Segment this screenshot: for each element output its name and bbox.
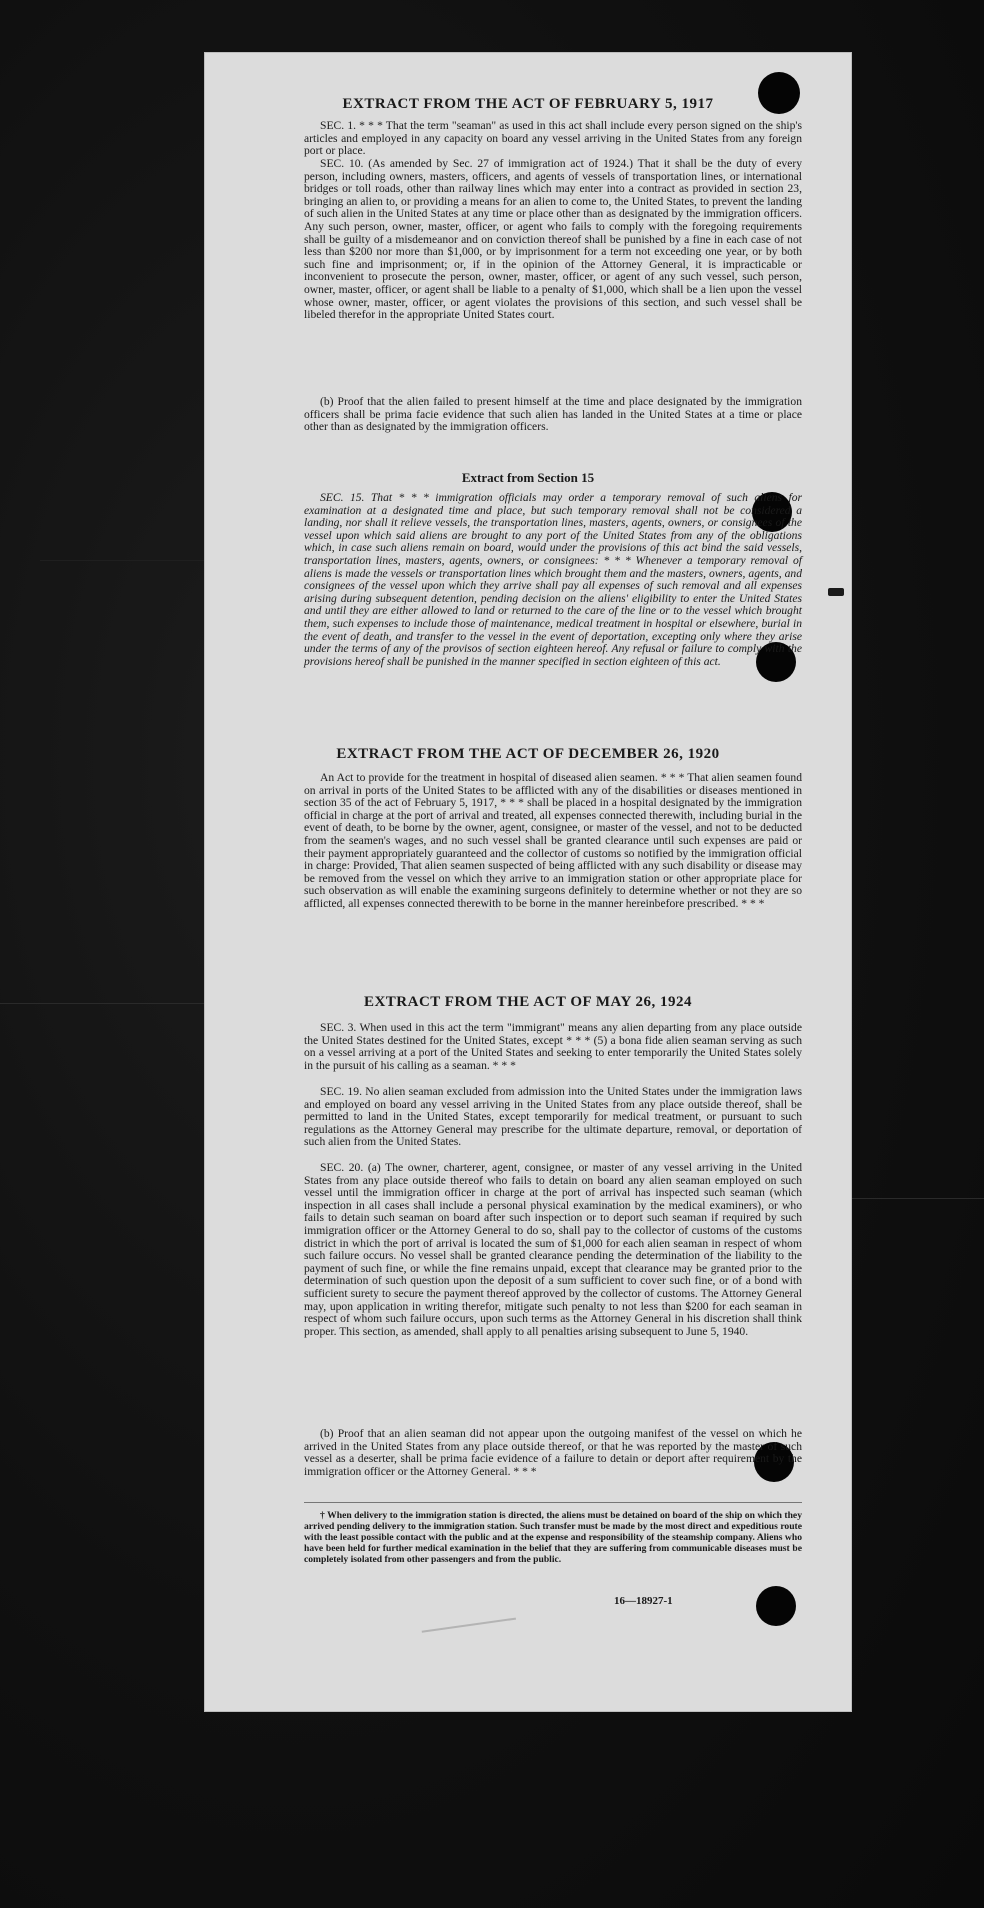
faint-stamp-mark: [422, 1618, 522, 1671]
heading-act-may-1924: EXTRACT FROM THE ACT OF MAY 26, 1924: [363, 994, 693, 1010]
binding-clip-mark: [828, 588, 844, 596]
heading-act-dec-1920: EXTRACT FROM THE ACT OF DECEMBER 26, 1920: [336, 746, 720, 762]
paragraph-sec-1: SEC. 1. * * * That the term "seaman" as used in this act shall include every person signed on the ship's articles and employed in any capacity on board any vessel arriving in the United States from any foreign port or place.: [304, 119, 802, 158]
scan-artifact-line: [0, 1003, 204, 1004]
footnote-transfer-procedure: † When delivery to the immigration station is directed, the aliens must be detained on board of the ship on which they arrived pending delivery to the immigration station. Such transfer must be made by the most direct and expeditious route with the least possible contact with the public and at the expense and responsibility of the steamship company. Aliens who have been held for further medical examination in the belief that they are suffering from communicable diseases must be completely isolated from other passengers and from the public.: [304, 1510, 802, 1565]
heading-section-15: Extract from Section 15: [461, 470, 595, 485]
paragraph-sec-3: SEC. 3. When used in this act the term "immigrant" means any alien departing from any place outside the United States destined for the United States, except * * * (5) a bona fide alien seaman serving as such on a vessel arriving at a port of the United States and seeking to enter temporarily the United States solely in the pursuit of his calling as a seaman. * * *: [304, 1021, 802, 1072]
form-number: 16—18927-1: [614, 1595, 673, 1607]
paragraph-sec-20-a: SEC. 20. (a) The owner, charterer, agent, consignee, or master of any vessel arriving in the United States from any place outside thereof who fails to detain on board any alien seaman employed on such vessel until the immigration officer in charge at the port of arrival has inspected such seaman (which inspection in all cases shall include a personal physical examination by the medical examiners), or who fails to detain such seaman on board after such inspection or to deport such seaman if required by such immigration officer or the Attorney General to do so, shall pay to the collector of customs of the customs district in which the port of arrival is located the sum of $1,000 for each alien seaman in respect of whom such failure occurs. No vessel shall be granted clearance pending the determination of the liability to the payment of such fine, or while the fine remains unpaid, except that clearance may be granted prior to the determination of such question upon the deposit of a sum sufficient to cover such fine, or of a bond with sufficient surety to secure the payment thereof approved by the collector of customs. The Attorney General may, upon application in writing therefor, mitigate such penalty to not less than $200 for each seaman in respect of whom such failure occurs, upon such terms as the Attorney General in his discretion shall think proper. This section, as amended, shall apply to all penalties arising subsequent to June 5, 1940.: [304, 1161, 802, 1338]
punch-hole: [756, 1586, 796, 1626]
paragraph-sec-10: SEC. 10. (As amended by Sec. 27 of immigration act of 1924.) That it shall be the duty of every person, including owners, masters, officers, and agents of vessels of transportation lines, or international bridges or toll roads, other than railway lines which may enter into a contract as provided in section 23, bringing an alien to, or providing a means for an alien to come to, the United States, to prevent the landing of such alien in the United States at any time or place other than as designated by the immigration officers. Any such person, owner, master, officer, or agent who fails to comply with the foregoing requirements shall be guilty of a misdemeanor and on conviction thereof shall be punished by a fine in each case of not less than $200 nor more than $1,000, or by imprisonment for a term not exceeding one year, or by both such fine and imprisonment; or, if in the opinion of the Attorney General, it is impracticable or inconvenient to prosecute the person, owner, master, officer, or agent of any such vessel, such person, owner, master, officer, or agent shall be liable to a penalty of $1,000, which shall be a lien upon the vessel whose owner, master, officer, or agent violates the provisions of this section, and such vessel shall be libeled therefor in the appropriate United States court.: [304, 157, 802, 322]
paragraph-sec-10-b: (b) Proof that the alien failed to present himself at the time and place designated by the immigration officers shall be prima facie evidence that such alien has landed in the United States at a time or place other than as designated by the immigration officers.: [304, 395, 802, 434]
paragraph-sec-15: SEC. 15. That * * * immigration officials may order a temporary removal of such aliens for examination at a designated time and place, but such temporary removal shall not be considered a landing, nor shall it relieve vessels, the transportation lines, masters, agents, owners, or consignees of the vessel upon which said aliens are brought to any port of the United States from any of the obligations which, in case such aliens remain on board, would under the provisions of this act bind the said vessels, transportation lines, masters, agents, owners, or consignees: * * * Whenever a temporary removal of aliens is made the vessels or transportation lines which brought them and the masters, owners, agents, and consignees of the vessel upon which they arrive shall pay all expenses of such removal and all expenses arising during subsequent detention, pending decision on the aliens' eligibility to enter the United States and until they are either allowed to land or returned to the care of the line or to the vessel which brought them, such expenses to include those of maintenance, medical treatment in hospital or elsewhere, burial in the event of death, and transfer to the vessel in the event of deportation, excepting only where they arise under the terms of any of the provisos of section eighteen hereof. Any refusal or failure to comply with the provisions hereof shall be punished in the manner specified in section eighteen of this act.: [304, 491, 802, 668]
paragraph-sec-19: SEC. 19. No alien seaman excluded from admission into the United States under the immigration laws and employed on board any vessel arriving in the United States from any place outside thereof, shall be permitted to land in the United States, except temporarily for medical treatment, or pursuant to such regulations as the Attorney General may prescribe for the ultimate departure, removal, or deportation of such alien from the United States.: [304, 1085, 802, 1149]
paragraph-act-1920: An Act to provide for the treatment in hospital of diseased alien seamen. * * * That alien seamen found on arrival in ports of the United States to be afflicted with any of the disabilities or diseases mentioned in section 35 of the act of February 5, 1917, * * * shall be placed in a hospital designated by the immigration official in charge at the port of arrival and treated, all expenses connected therewith, including burial in the event of death, to be borne by the owner, agent, consignee, or master of the vessel, and not to be deducted from the seamen's wages, and no such vessel shall be granted clearance until such expenses are paid or their payment appropriately guaranteed and the collector of customs so notified by the immigration official in charge: Provided, That alien seamen suspected of being afflicted with any such disability or disease may be removed from the vessel on which they arrive to an immigration station or other appropriate place for such observation as will enable the examining surgeons definitely to determine whether or not they are so afflicted, all expenses connected therewith to be borne in the manner hereinbefore prescribed. * * *: [304, 771, 802, 910]
scan-artifact-line: [40, 560, 204, 561]
document-page: [204, 52, 852, 1712]
paragraph-sec-20-b: (b) Proof that an alien seaman did not appear upon the outgoing manifest of the vessel on which he arrived in the United States from any place outside thereof, or that he was reported by the master of such vessel as a deserter, shall be prima facie evidence of a failure to detain or deport after requirement by the immigration officer or the Attorney General. * * *: [304, 1427, 802, 1478]
scan-artifact-line: [852, 1198, 984, 1199]
footnote-divider: [304, 1502, 802, 1503]
heading-act-feb-1917: EXTRACT FROM THE ACT OF FEBRUARY 5, 1917: [342, 96, 714, 112]
